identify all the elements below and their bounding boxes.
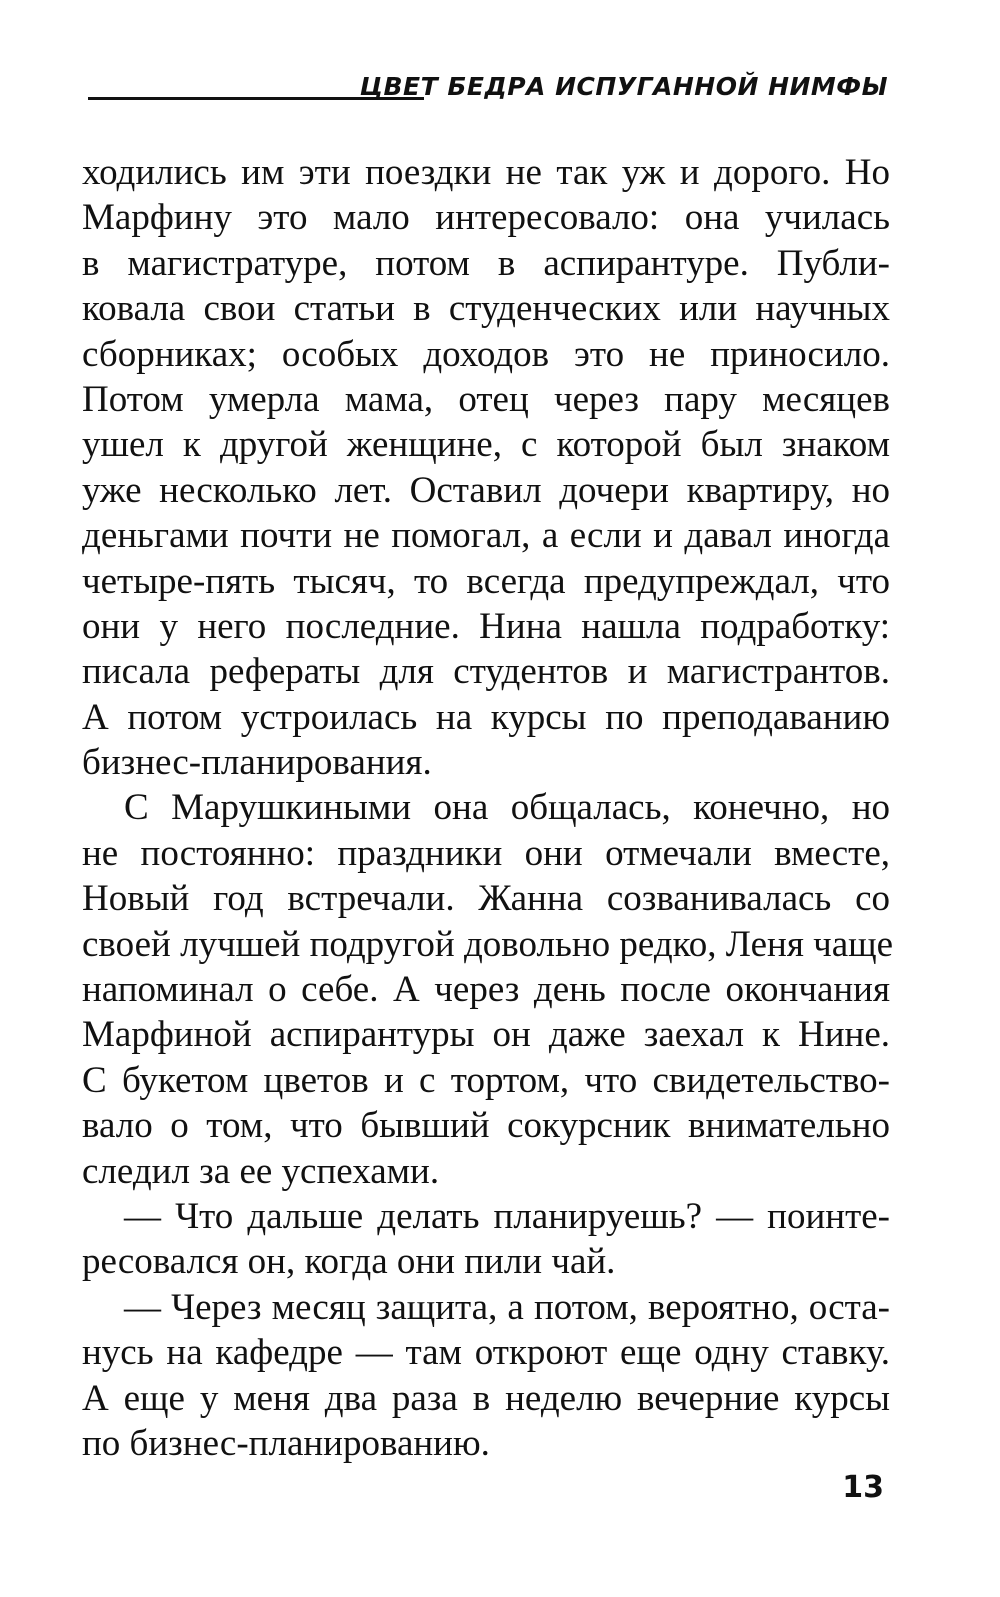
text-line: — Через месяц защита, а потом, вероятно, оста- — [124, 1286, 890, 1328]
running-head — [88, 72, 888, 106]
text-line: в магистратуре, потом в аспирантуре. Публи- — [82, 242, 890, 284]
text-line: ходились им эти поездки не так уж и дорого. Но — [82, 152, 890, 193]
text-line: С букетом цветов и с тортом, что свидетельство- — [82, 1059, 890, 1101]
text-line: бизнес-планирования. — [82, 742, 432, 784]
running-title: ЦВЕТ БЕДРА ИСПУГАННОЙ НИМФЫ — [359, 72, 888, 101]
text-line: Потом умерла мама, отец через пару месяцев — [82, 378, 890, 420]
text-line: А еще у меня два раза в неделю вечерние курсы — [82, 1377, 890, 1419]
text-line: Марфиной аспирантуры он даже заехал к Нине. — [82, 1014, 890, 1056]
text-line: нусь на кафедре — там откроют еще одну ставку. — [82, 1332, 890, 1374]
text-line: ресовался он, когда они пили чай. — [82, 1241, 616, 1283]
text-line: они у него последние. Нина нашла подработку: — [82, 605, 890, 647]
text-line: четыре-пять тысяч, то всегда предупреждал, что — [82, 560, 890, 602]
text-line: деньгами почти не помогал, а если и давал иногда — [82, 515, 890, 557]
text-line: ушел к другой женщине, с которой был знаком — [82, 424, 890, 466]
page-number: 13 — [842, 1470, 884, 1505]
text-line: сборниках; особых доходов это не приносило. — [82, 333, 890, 375]
text-line: следил за ее успехами. — [82, 1150, 440, 1192]
text-line: писала рефераты для студентов и магистрантов. — [82, 651, 890, 693]
text-line: Новый год встречали. Жанна созванивалась со — [82, 878, 890, 920]
text-line: А потом устроилась на курсы по преподаванию — [82, 696, 890, 738]
text-line: — Что дальше делать планируешь? — поинте- — [124, 1195, 890, 1237]
text-line: не постоянно: праздники они отмечали вместе, — [82, 832, 890, 874]
text-line: напоминал о себе. А через день после окончания — [82, 969, 890, 1011]
text-line: по бизнес-планированию. — [82, 1422, 490, 1464]
text-line: С Марушкиными она общалась, конечно, но — [124, 787, 890, 829]
text-line: Марфину это мало интересовало: она училась — [82, 197, 890, 239]
body-text — [82, 150, 894, 1466]
text-line: ковала свои статьи в студенческих или научных — [82, 288, 890, 330]
text-line: уже несколько лет. Оставил дочери квартиру, но — [82, 469, 890, 511]
text-line: вало о том, что бывший сокурсник внимательно — [82, 1105, 890, 1147]
text-line: своей лучшей подругой довольно редко, Леня чаще — [82, 923, 894, 965]
